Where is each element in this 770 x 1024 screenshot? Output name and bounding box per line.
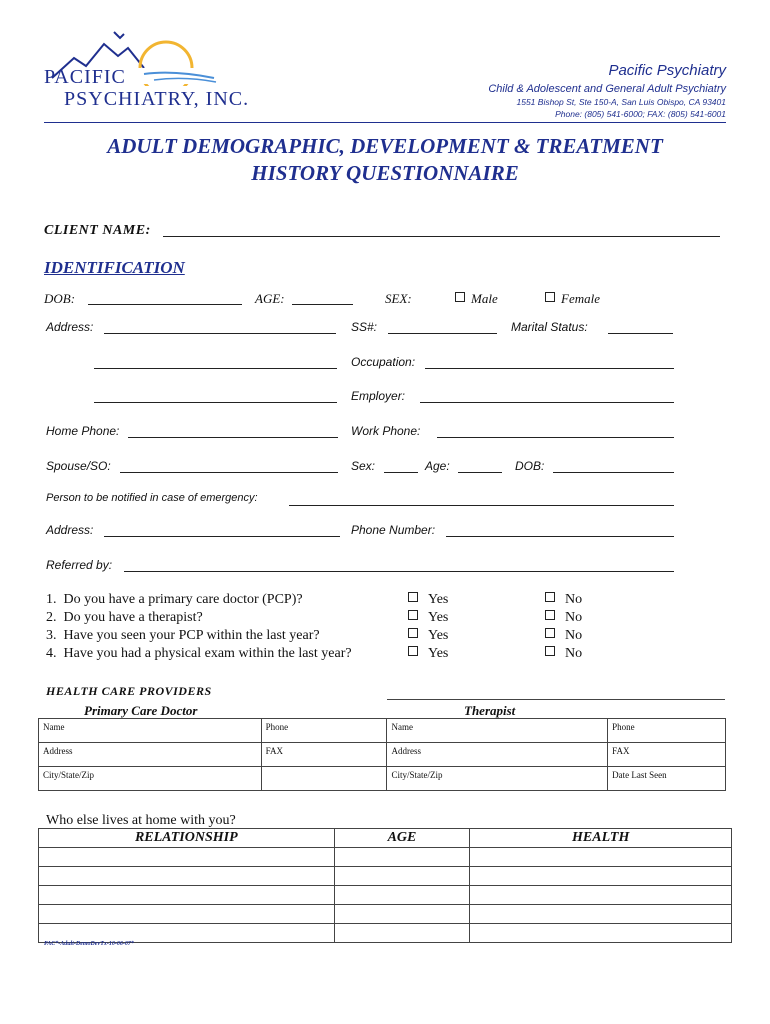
spouse-sex-label: Sex: — [351, 459, 376, 473]
spouse-age-field[interactable] — [458, 472, 502, 473]
question-yes-option[interactable] — [408, 628, 448, 644]
ss-field[interactable] — [388, 333, 497, 334]
providers-heading: HEALTH CARE PROVIDERS — [46, 684, 212, 698]
providers-cell[interactable]: Name — [387, 719, 608, 743]
question-no-label: No — [565, 592, 583, 607]
household-cell[interactable] — [470, 924, 732, 943]
spouse-field[interactable] — [120, 472, 338, 473]
therapist-heading: Therapist — [464, 703, 516, 718]
providers-cell[interactable]: Address — [387, 743, 608, 767]
household-row — [39, 905, 732, 924]
question-yes-label: Yes — [428, 646, 449, 661]
male-label: Male — [471, 291, 498, 306]
identification-heading: IDENTIFICATION — [44, 258, 185, 277]
referred-by-label: Referred by: — [46, 558, 113, 572]
marital-status-field[interactable] — [608, 333, 673, 334]
household-cell[interactable] — [39, 886, 335, 905]
footer-code: PAC*-Adult-DemoDevTx-10-06-07* — [44, 941, 134, 947]
spouse-age-label: Age: — [425, 459, 450, 473]
question-yes-label: Yes — [428, 628, 449, 643]
female-checkbox[interactable] — [545, 292, 555, 302]
question-text: 2. Do you have a therapist? — [46, 610, 203, 625]
org-subtitle: Child & Adolescent and General Adult Psychiatry — [488, 83, 726, 95]
household-cell[interactable] — [470, 886, 732, 905]
question-no-label: No — [565, 610, 583, 625]
question-no-label: No — [565, 628, 583, 643]
providers-cell[interactable]: Name — [39, 719, 262, 743]
address-line3-field[interactable] — [94, 402, 337, 403]
household-cell[interactable] — [39, 905, 335, 924]
form-title-line2: HISTORY QUESTIONNAIRE — [251, 161, 519, 185]
household-header: AGE — [334, 829, 470, 848]
providers-cell[interactable]: City/State/Zip — [39, 767, 262, 791]
question-yes-option[interactable] — [408, 646, 448, 662]
question-yes-label: Yes — [428, 610, 449, 625]
phone-number-field[interactable] — [446, 536, 674, 537]
household-row — [39, 867, 732, 886]
household-cell[interactable] — [470, 905, 732, 924]
household-cell[interactable] — [334, 848, 470, 867]
phone-number-label: Phone Number: — [351, 523, 436, 537]
address-line2-field[interactable] — [94, 368, 337, 369]
occupation-field[interactable] — [425, 368, 674, 369]
household-question: Who else lives at home with you? — [46, 813, 236, 828]
providers-cell[interactable]: Date Last Seen — [608, 767, 726, 791]
home-phone-field[interactable] — [128, 437, 338, 438]
spouse-dob-field[interactable] — [553, 472, 674, 473]
therapist-heading-rule — [387, 699, 725, 700]
question-text: 1. Do you have a primary care doctor (PCP)? — [46, 592, 303, 607]
client-name-label: CLIENT NAME: — [44, 223, 151, 238]
household-cell[interactable] — [334, 886, 470, 905]
providers-cell[interactable]: Phone — [608, 719, 726, 743]
male-option[interactable] — [455, 291, 498, 307]
logo — [44, 26, 250, 121]
question-yes-option[interactable] — [408, 610, 448, 626]
dob-label: DOB: — [44, 291, 76, 306]
form-title-line1: ADULT DEMOGRAPHIC, DEVELOPMENT & TREATMENT — [107, 134, 663, 158]
logo-line2: PSYCHIATRY, INC. — [64, 88, 250, 110]
question-yes-checkbox[interactable] — [408, 628, 418, 638]
household-cell[interactable] — [39, 924, 335, 943]
pcp-heading: Primary Care Doctor — [84, 703, 198, 718]
work-phone-label: Work Phone: — [351, 424, 421, 438]
question-no-checkbox[interactable] — [545, 592, 555, 602]
logo-line1: PACIFIC — [44, 66, 126, 88]
household-header: RELATIONSHIP — [39, 829, 335, 848]
providers-row — [39, 743, 726, 767]
address-field[interactable] — [104, 333, 336, 334]
question-no-option[interactable] — [545, 610, 582, 626]
question-no-label: No — [565, 646, 583, 661]
client-name-field[interactable] — [163, 236, 720, 237]
household-cell[interactable] — [470, 867, 732, 886]
providers-row — [39, 719, 726, 743]
spouse-sex-field[interactable] — [384, 472, 418, 473]
org-name: Pacific Psychiatry — [608, 62, 726, 79]
header-rule — [44, 122, 726, 123]
question-no-option[interactable] — [545, 592, 582, 608]
household-row — [39, 886, 732, 905]
household-cell[interactable] — [334, 905, 470, 924]
org-phone: Phone: (805) 541-6000; FAX: (805) 541-6001 — [555, 109, 726, 119]
question-yes-checkbox[interactable] — [408, 610, 418, 620]
female-option[interactable] — [545, 291, 600, 307]
providers-row — [39, 767, 726, 791]
male-checkbox[interactable] — [455, 292, 465, 302]
emergency-contact-label: Person to be notified in case of emergency: — [46, 492, 258, 504]
household-table — [38, 828, 732, 943]
spouse-dob-label: DOB: — [515, 459, 545, 473]
age-field[interactable] — [292, 304, 353, 305]
employer-field[interactable] — [420, 402, 674, 403]
work-phone-field[interactable] — [437, 437, 674, 438]
household-cell[interactable] — [39, 848, 335, 867]
question-text: 4. Have you had a physical exam within the last year? — [46, 646, 352, 661]
providers-table — [38, 718, 726, 791]
providers-cell[interactable]: FAX — [608, 743, 726, 767]
household-cell[interactable] — [470, 848, 732, 867]
question-no-checkbox[interactable] — [545, 610, 555, 620]
referred-by-field[interactable] — [124, 571, 674, 572]
household-header: HEALTH — [470, 829, 732, 848]
dob-field[interactable] — [88, 304, 242, 305]
emergency-contact-field[interactable] — [289, 505, 674, 506]
providers-cell[interactable]: City/State/Zip — [387, 767, 608, 791]
question-no-checkbox[interactable] — [545, 646, 555, 656]
female-label: Female — [561, 291, 600, 306]
household-row — [39, 924, 732, 943]
question-yes-checkbox[interactable] — [408, 592, 418, 602]
marital-status-label: Marital Status: — [511, 320, 588, 334]
household-cell[interactable] — [39, 867, 335, 886]
question-yes-option[interactable] — [408, 592, 448, 608]
age-label: AGE: — [255, 291, 285, 306]
question-text: 3. Have you seen your PCP within the last year? — [46, 628, 320, 643]
occupation-label: Occupation: — [351, 355, 416, 369]
spouse-label: Spouse/SO: — [46, 459, 111, 473]
providers-cell[interactable]: FAX — [261, 743, 387, 767]
emergency-address-field[interactable] — [104, 536, 340, 537]
sex-label: SEX: — [385, 291, 412, 306]
providers-cell[interactable]: Address — [39, 743, 262, 767]
providers-cell[interactable] — [261, 767, 387, 791]
providers-cell[interactable]: Phone — [261, 719, 387, 743]
question-no-option[interactable] — [545, 628, 582, 644]
ss-label: SS#: — [351, 320, 378, 334]
household-cell[interactable] — [334, 924, 470, 943]
address-label: Address: — [46, 320, 94, 334]
org-address: 1551 Bishop St, Ste 150-A, San Luis Obispo, CA 93401 — [516, 97, 726, 107]
question-no-option[interactable] — [545, 646, 582, 662]
question-yes-checkbox[interactable] — [408, 646, 418, 656]
emergency-address-label: Address: — [46, 523, 94, 537]
household-cell[interactable] — [334, 867, 470, 886]
home-phone-label: Home Phone: — [46, 424, 120, 438]
employer-label: Employer: — [351, 389, 406, 403]
household-row — [39, 848, 732, 867]
question-no-checkbox[interactable] — [545, 628, 555, 638]
question-yes-label: Yes — [428, 592, 449, 607]
